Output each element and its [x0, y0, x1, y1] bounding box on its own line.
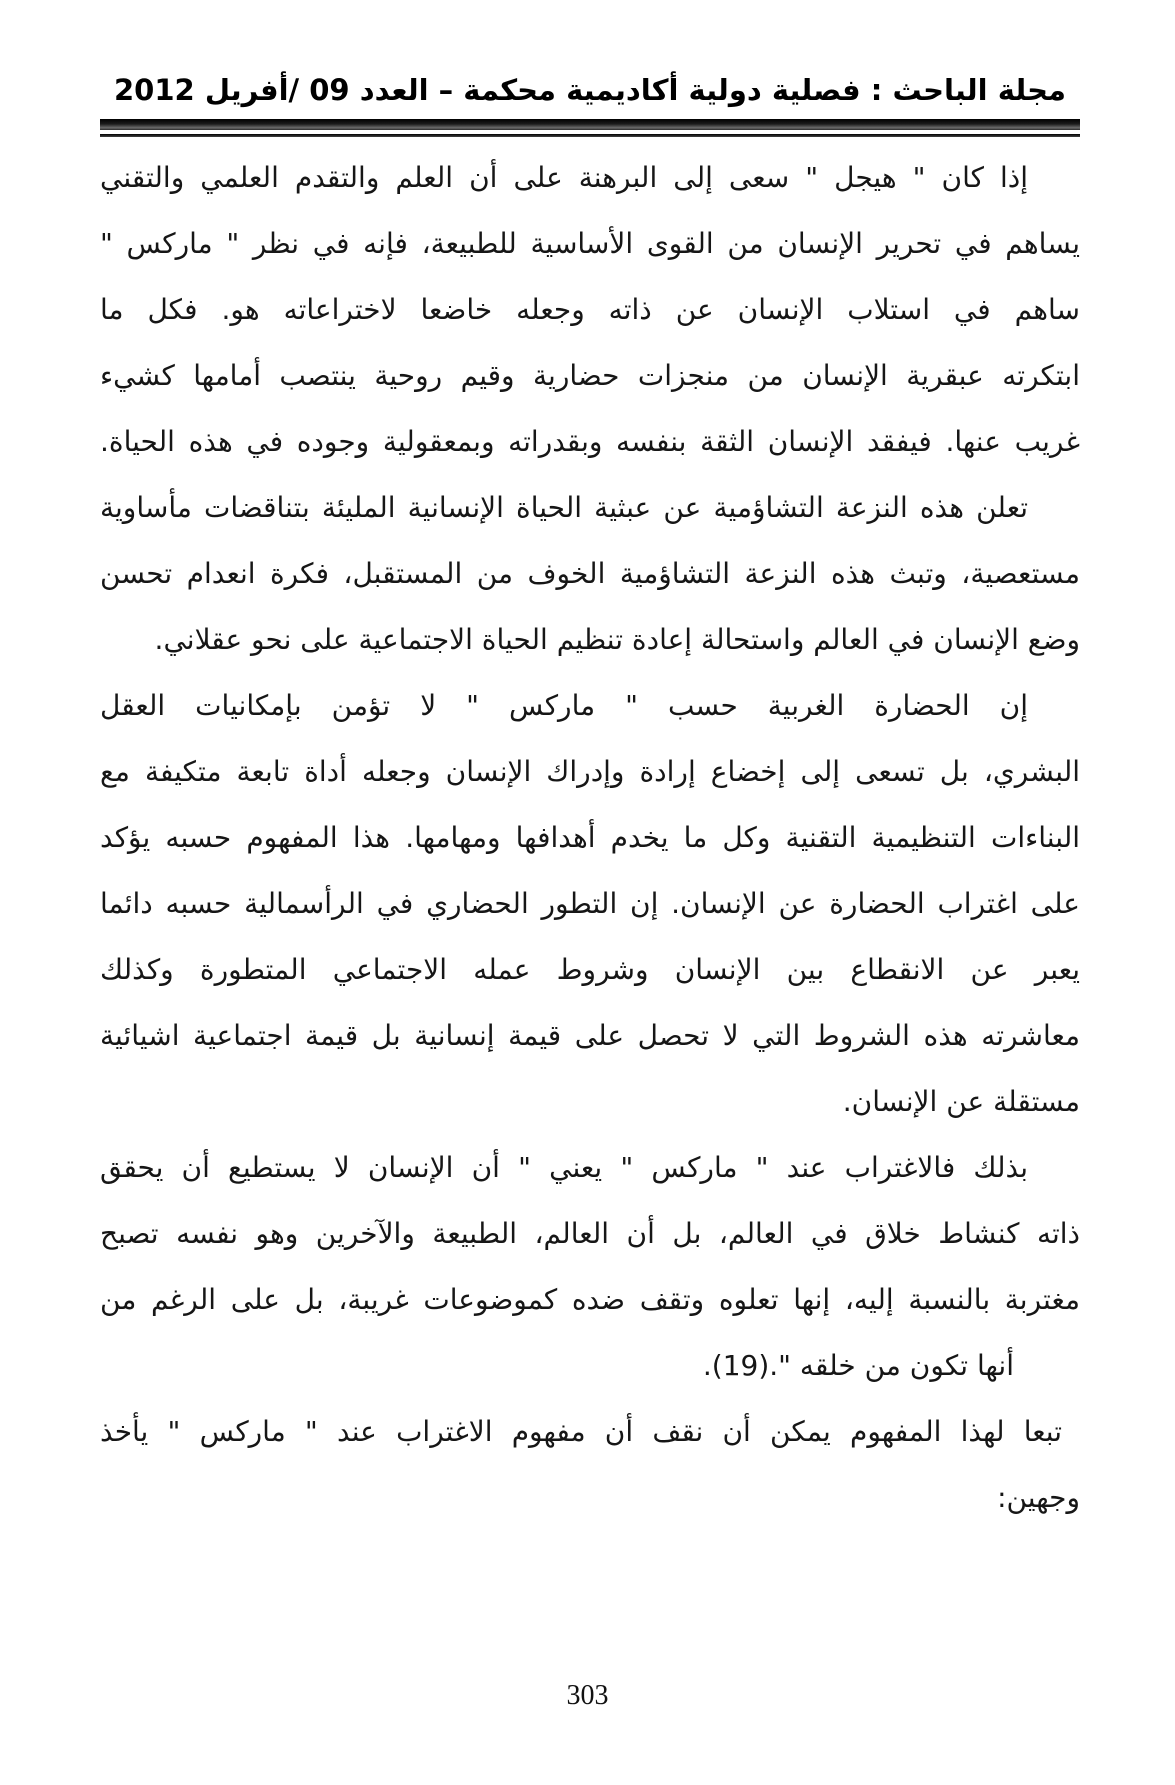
body-line: معاشرته هذه الشروط التي لا تحصل على قيمة إنسانية بل قيمة اجتماعية اشيائية: [100, 1019, 1080, 1052]
header-rule: [100, 119, 1080, 137]
body-line: تعلن هذه النزعة التشاؤمية عن عبثية الحياة الإنسانية المليئة بتناقضات مأساوية: [100, 491, 1028, 524]
journal-header-title: مجلة الباحث : فصلية دولية أكاديمية محكمة – العدد 09 /أفريل 2012: [114, 73, 1066, 107]
body-line: مستعصية، وتبث هذه النزعة التشاؤمية الخوف من المستقبل، فكرة انعدام تحسن: [100, 557, 1080, 590]
body-line: غريب عنها. فيفقد الإنسان الثقة بنفسه وبقدراته وبمعقولية وجوده في هذه الحياة.: [100, 425, 1080, 458]
body-line: على اغتراب الحضارة عن الإنسان. إن التطور الحضاري في الرأسمالية حسبه دائما: [100, 887, 1080, 920]
body-line: البناءات التنظيمية التقنية وكل ما يخدم أهدافها ومهامها. هذا المفهوم حسبه يؤكد: [100, 821, 1080, 854]
body-line: مستقلة عن الإنسان.: [842, 1085, 1080, 1118]
body-line: البشري، بل تسعى إلى إخضاع إرادة وإدراك الإنسان وجعله أداة تابعة متكيفة مع: [100, 755, 1080, 788]
body-line: بذلك فالاغتراب عند " ماركس " يعني " أن الإنسان لا يستطيع أن يحقق: [100, 1151, 1028, 1184]
body-line: إن الحضارة الغربية حسب " ماركس " لا تؤمن بإمكانيات العقل: [100, 689, 1028, 722]
body-line: مغتربة بالنسبة إليه، إنها تعلوه وتقف ضده كموضوعات غريبة، بل على الرغم من: [100, 1283, 1080, 1316]
header-rule-thin-line: [100, 134, 1080, 137]
body-line: ساهم في استلاب الإنسان عن ذاته وجعله خاضعا لاختراعاته هو. فكل ما: [100, 293, 1080, 326]
body-line: يساهم في تحرير الإنسان من القوى الأساسية للطبيعة، فإنه في نظر " ماركس ": [100, 227, 1080, 260]
body-line: أنها تكون من خلقه ".(19).: [702, 1349, 1014, 1382]
body-line: وضع الإنسان في العالم واستحالة إعادة تنظيم الحياة الاجتماعية على نحو عقلاني.: [154, 623, 1080, 656]
body-line: يعبر عن الانقطاع بين الإنسان وشروط عمله الاجتماعي المتطورة وكذلك: [100, 953, 1080, 986]
body-line: وجهين:: [997, 1481, 1080, 1514]
body-line: تبعا لهذا المفهوم يمكن أن نقف أن مفهوم الاغتراب عند " ماركس " يأخذ: [100, 1415, 1062, 1448]
body-line: ذاته كنشاط خلاق في العالم، بل أن العالم، الطبيعة والآخرين وهو نفسه تصبح: [100, 1217, 1080, 1250]
page-number: 303: [566, 1680, 609, 1711]
header-rule-thick-line: [100, 119, 1080, 130]
body-line: إذا كان " هيجل " سعى إلى البرهنة على أن العلم والتقدم العلمي والتقني: [100, 161, 1028, 194]
article-body: [100, 145, 1080, 1531]
body-line: ابتكرته عبقرية الإنسان من منجزات حضارية وقيم روحية ينتصب أمامها كشيء: [100, 359, 1080, 392]
